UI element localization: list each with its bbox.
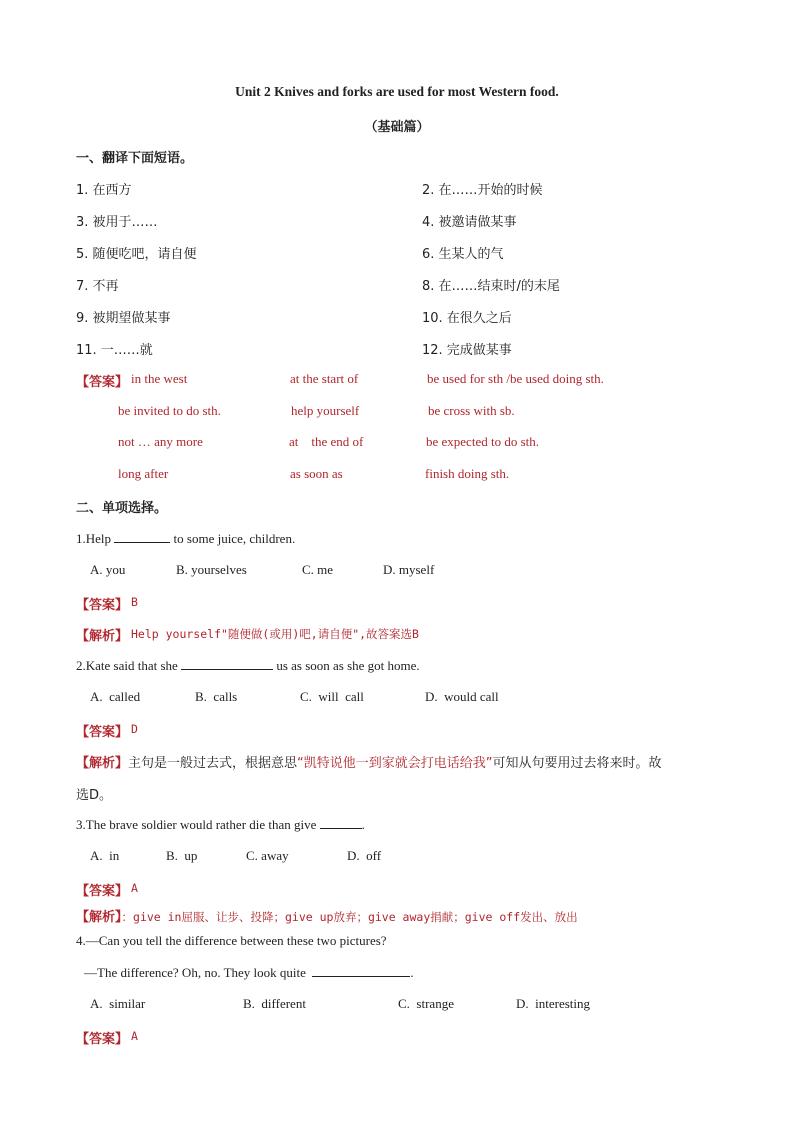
question-stem-part: 2.Kate said that she	[76, 658, 182, 673]
answer-text: long after	[118, 466, 169, 481]
analysis-text: 主句是一般过去式，根据意思	[128, 756, 298, 771]
answer-blank	[181, 657, 273, 670]
question-stem	[76, 657, 420, 674]
phrase-item: 12. 完成做某事	[422, 343, 512, 358]
option-c: C. away	[246, 848, 289, 863]
phrase-item: 7. 不再	[76, 279, 119, 294]
analysis-label: 【解析】	[76, 629, 129, 644]
option-d: D. myself	[383, 562, 435, 577]
answer-text: be invited to do sth.	[118, 403, 221, 418]
option-d: D. interesting	[516, 996, 591, 1011]
analysis-label: 【解析】	[76, 756, 129, 771]
document-title: Unit 2 Knives and forks are used for most Western food.	[235, 84, 559, 99]
option-b: B. up	[166, 848, 198, 863]
analysis-line	[76, 752, 662, 771]
option-a: A. similar	[90, 996, 146, 1011]
answer-value: D	[131, 722, 138, 736]
analysis-line	[76, 906, 578, 925]
answer-label: 【答案】	[76, 884, 129, 899]
option-d: D. off	[347, 848, 382, 863]
question-stem	[84, 964, 414, 981]
option-c: C. me	[302, 562, 334, 577]
option-b: B. yourselves	[176, 562, 247, 577]
answer-text: be used for sth /be used doing sth.	[427, 371, 604, 386]
answer-label: 【答案】	[76, 725, 129, 740]
option-a: A. called	[90, 689, 141, 704]
answer-label: 【答案】	[76, 375, 129, 390]
phrase-item: 1. 在西方	[76, 183, 132, 198]
option-d: D. would call	[425, 689, 499, 704]
answer-text: in the west	[131, 371, 188, 386]
question-stem	[76, 816, 365, 833]
answer-value: A	[131, 1029, 138, 1043]
phrase-item: 3. 被用于……	[76, 215, 158, 230]
answer-text: be cross with sb.	[428, 403, 515, 418]
answer-label: 【答案】	[76, 598, 129, 613]
analysis-label: 【解析】	[76, 910, 122, 925]
phrase-item: 4. 被邀请做某事	[422, 215, 517, 230]
answer-blank	[114, 530, 170, 543]
phrase-item: 2. 在……开始的时候	[422, 183, 543, 198]
answer-value: A	[131, 881, 138, 895]
question-stem-part: .	[410, 965, 414, 980]
analysis-text: 选D。	[76, 788, 113, 803]
answer-text: help yourself	[291, 403, 360, 418]
answer-text: not … any more	[118, 434, 203, 449]
answer-text: be expected to do sth.	[426, 434, 539, 449]
option-a: A. in	[90, 848, 120, 863]
answer-text: at the start of	[290, 371, 359, 386]
phrase-item: 5. 随便吃吧，请自便	[76, 247, 197, 262]
document-subtitle: （基础篇）	[364, 120, 430, 135]
phrase-item: 11. 一……就	[76, 343, 153, 358]
phrase-item: 10. 在很久之后	[422, 311, 512, 326]
question-stem-part: 3.The brave soldier would rather die than give	[76, 817, 320, 832]
answer-label: 【答案】	[76, 1032, 129, 1047]
analysis-text: 可知从句要用过去将来时。故	[492, 756, 662, 771]
answer-text: at the end of	[289, 434, 364, 449]
answer-value: B	[131, 595, 138, 609]
answer-blank	[312, 964, 410, 977]
analysis-quote: “凯特说他一到家就会打电话给我”	[297, 756, 493, 771]
answer-blank	[320, 816, 362, 829]
analysis-text: ：give in屈服、让步、投降；give up放弃；give away捐献；give off发出、放出	[121, 910, 578, 924]
option-a: A. you	[90, 562, 126, 577]
answer-text: finish doing sth.	[425, 466, 510, 481]
section2-heading: 二、单项选择。	[76, 501, 168, 516]
phrase-item: 9. 被期望做某事	[76, 311, 171, 326]
question-stem-part: —The difference? Oh, no. They look quite	[84, 965, 313, 980]
option-b: B. different	[243, 996, 306, 1011]
question-stem	[76, 530, 295, 547]
option-c: C. will call	[300, 689, 364, 704]
option-b: B. calls	[195, 689, 238, 704]
question-stem: 4.—Can you tell the difference between these two pictures?	[76, 933, 387, 948]
question-stem-part: to some juice, children.	[170, 531, 296, 546]
analysis-text: Help yourself"随便做(或用)吧,请自便",故答案选B	[131, 627, 419, 641]
phrase-item: 8. 在……结束时/的末尾	[422, 279, 560, 294]
question-stem-part: .	[361, 817, 365, 832]
phrase-item: 6. 生某人的气	[422, 247, 504, 262]
answer-text: as soon as	[290, 466, 343, 481]
option-c: C. strange	[398, 996, 454, 1011]
question-stem-part: 1.Help	[76, 531, 115, 546]
question-stem-part: us as soon as she got home.	[273, 658, 420, 673]
section1-heading: 一、翻译下面短语。	[76, 151, 194, 166]
